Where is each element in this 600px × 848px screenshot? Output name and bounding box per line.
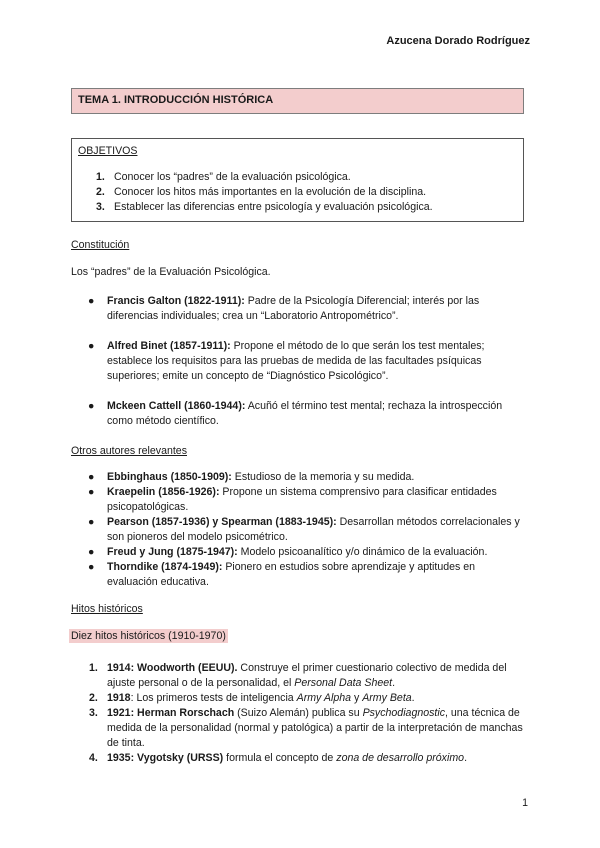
page-number: 1 (522, 797, 528, 809)
hitos-subheading: Diez hitos históricos (1910-1970) (71, 630, 226, 642)
list-item: 3. 1921: Herman Rorschach (Suizo Alemán) publica su Psychodiagnostic, una técnica de medida de la personalidad (normal y patológica) a partir de la interpretación de manchas de tinta. (89, 707, 523, 750)
constitucion-intro: Los “padres” de la Evaluación Psicológica. (71, 266, 271, 278)
bullet-icon: ● (88, 561, 95, 574)
objetivos-heading: OBJETIVOS (78, 145, 138, 157)
list-item: ● Francis Galton (1822-1911): Padre de la Psicología Diferencial; interés por las diferencias individuales; crea un “Laboratorio Antropométrico”. (88, 295, 480, 323)
bullet-icon: ● (88, 295, 95, 307)
author-name: Azucena Dorado Rodríguez (386, 35, 530, 47)
list-item: 2. 1918: Los primeros tests de inteligencia Army Alpha y Army Beta. (89, 692, 415, 705)
tema-title: TEMA 1. INTRODUCCIÓN HISTÓRICA (78, 94, 274, 106)
constitucion-heading: Constitución (71, 239, 130, 251)
objetivos-list (78, 170, 517, 215)
list-item: 4. 1935: Vygotsky (URSS) formula el concepto de zona de desarrollo próximo. (89, 752, 468, 765)
list-item: ● Alfred Binet (1857-1911): Propone el método de lo que serán los test mentales; establece los requisitos para las pruebas de medida de las facultades psíquicas superiores; emite un concepto de “Diagnóstico Psicológico”. (88, 340, 485, 383)
bullet-icon: ● (88, 471, 95, 483)
bullet-icon: ● (88, 486, 95, 499)
otros-heading: Otros autores relevantes (71, 445, 187, 457)
tema-title-box (71, 88, 524, 114)
list-item: ● Mckeen Cattell (1860-1944): Acuñó el término test mental; rechaza la introspección como método científico. (88, 400, 503, 428)
bullet-icon: ● (88, 340, 95, 353)
list-item: 1. 1914: Woodworth (EEUU). Construye el primer cuestionario colectivo de medida del ajuste personal o de la personalidad, el Personal Data Sheet. (89, 662, 507, 690)
bullet-icon: ● (88, 516, 95, 529)
hitos-heading: Hitos históricos (71, 603, 143, 615)
padres-list (71, 294, 526, 429)
list-item: 3. Establecer las diferencias entre psicología y evaluación psicológica. (96, 201, 433, 214)
bullet-icon: ● (88, 400, 95, 413)
bullet-icon: ● (88, 546, 95, 559)
list-item: ● Pearson (1857-1936) y Spearman (1883-1945): Desarrollan métodos correlacionales y son pioneros del modelo psicométrico. (88, 516, 520, 544)
list-item: 2. Conocer los hitos más importantes en la evolución de la disciplina. (96, 186, 427, 199)
list-item: 1. Conocer los “padres” de la evaluación psicológica. (96, 171, 351, 184)
hitos-list (71, 661, 526, 766)
list-item: ● Ebbinghaus (1850-1909): Estudioso de la memoria y su medida. (71, 470, 526, 485)
list-item: ● Thorndike (1874-1949): Pionero en estudios sobre aprendizaje y aptitudes en evaluación educativa. (88, 561, 476, 589)
objetivos-box (71, 138, 524, 222)
otros-list (71, 470, 526, 590)
list-item: ● Freud y Jung (1875-1947): Modelo psicoanalítico y/o dinámico de la evaluación. (71, 545, 526, 560)
list-item: ● Kraepelin (1856-1926): Propone un sistema comprensivo para clasificar entidades psicopatológicas. (88, 486, 497, 514)
